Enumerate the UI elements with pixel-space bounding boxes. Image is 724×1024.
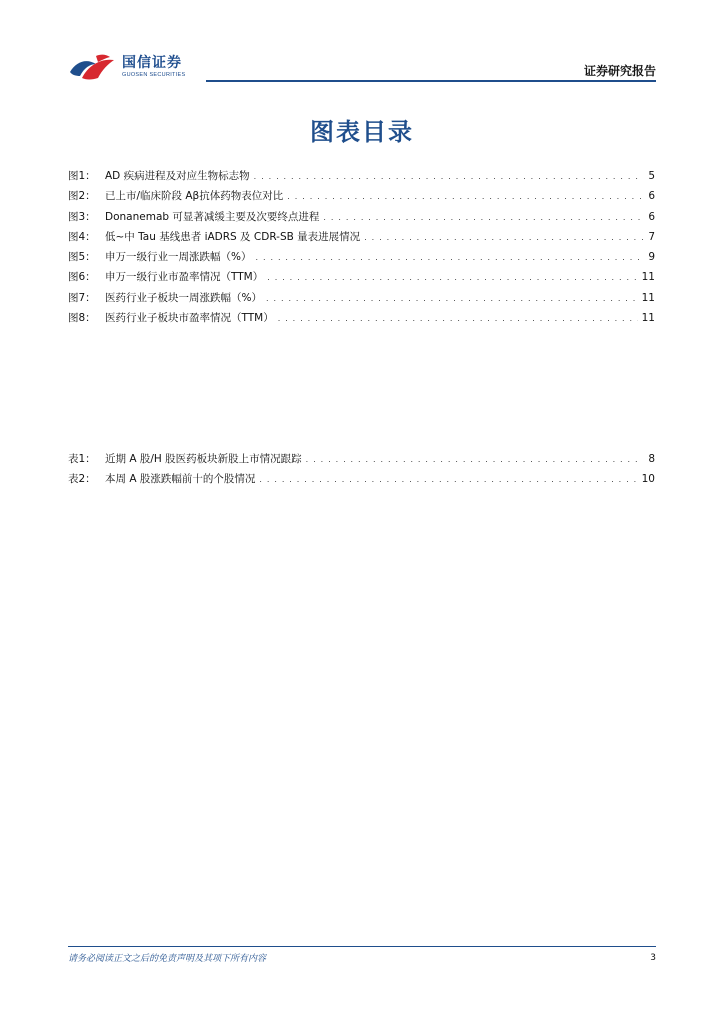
toc-entry-text: 低~中 Tau 基线患者 iADRS 及 CDR-SB 量表进展情况 xyxy=(105,230,361,243)
figure-list xyxy=(68,168,655,330)
toc-entry-text: 医药行业子板块市盈率情况（TTM） xyxy=(105,312,274,325)
toc-entry-page: 11 xyxy=(641,291,655,304)
toc-entry-table-2[interactable] xyxy=(68,471,655,491)
toc-title: 图表目录 xyxy=(310,118,414,146)
company-logo xyxy=(68,52,185,82)
toc-entry-text: 本周 A 股涨跌幅前十的个股情况 xyxy=(105,473,256,486)
toc-entry-page: 5 xyxy=(648,170,655,182)
toc-entry-page: 6 xyxy=(648,210,655,223)
toc-entry-label: 图4： xyxy=(68,230,96,243)
table-list xyxy=(68,451,655,492)
toc-entry-page: 7 xyxy=(648,230,655,243)
toc-entry-figure-2[interactable] xyxy=(68,188,655,208)
dot-leader xyxy=(254,172,643,181)
dot-leader xyxy=(266,294,638,303)
toc-entry-figure-5[interactable] xyxy=(68,249,655,269)
dot-leader xyxy=(267,273,637,282)
toc-entry-label: 表2： xyxy=(68,473,96,486)
logo-cn-text: 国信证券 xyxy=(122,55,182,71)
toc-entry-figure-6[interactable] xyxy=(68,269,655,289)
logo-en-text: GUOSEN SECURITIES xyxy=(122,72,186,78)
toc-entry-page: 10 xyxy=(641,473,655,486)
toc-entry-label: 图3： xyxy=(68,210,96,223)
toc-entry-label: 图8： xyxy=(68,312,96,325)
toc-entry-text: 申万一级行业市盈率情况（TTM） xyxy=(105,271,264,284)
toc-entry-text: 已上市/临床阶段 Aβ抗体药物表位对比 xyxy=(105,190,284,203)
toc-entry-figure-3[interactable] xyxy=(68,209,655,229)
toc-entry-page: 6 xyxy=(648,190,655,203)
toc-entry-label: 图2： xyxy=(68,190,96,203)
dot-leader xyxy=(255,253,643,262)
toc-entry-table-1[interactable] xyxy=(68,451,655,471)
toc-entry-label: 图7： xyxy=(68,291,96,304)
dot-leader xyxy=(278,314,638,323)
dot-leader xyxy=(364,233,643,242)
toc-entry-page: 11 xyxy=(641,271,655,284)
toc-entry-page: 11 xyxy=(641,312,655,325)
toc-entry-page: 9 xyxy=(648,251,655,264)
header-divider xyxy=(206,80,656,82)
toc-entry-page: 8 xyxy=(648,453,655,465)
footer-disclaimer: 请务必阅读正文之后的免责声明及其项下所有内容 xyxy=(68,954,267,964)
page-header xyxy=(68,52,656,84)
footer-divider xyxy=(68,946,656,947)
dot-leader xyxy=(306,455,643,464)
toc-entry-text: AD 疾病进程及对应生物标志物 xyxy=(105,170,250,182)
toc-entry-figure-7[interactable] xyxy=(68,290,655,310)
report-type-label: 证券研究报告 xyxy=(583,64,656,78)
toc-entry-text: 近期 A 股/H 股医药板块新股上市情况跟踪 xyxy=(105,453,302,465)
dot-leader xyxy=(323,213,643,222)
page-number: 3 xyxy=(650,953,656,963)
toc-entry-figure-8[interactable] xyxy=(68,310,655,330)
toc-entry-figure-4[interactable] xyxy=(68,229,655,249)
toc-entry-label: 表1： xyxy=(68,453,96,465)
toc-entry-figure-1[interactable] xyxy=(68,168,655,188)
dot-leader xyxy=(259,475,637,484)
toc-entry-text: Donanemab 可显著减缓主要及次要终点进程 xyxy=(105,210,320,223)
toc-entry-text: 申万一级行业一周涨跌幅（%） xyxy=(105,251,252,264)
toc-entry-label: 图1： xyxy=(68,170,96,182)
toc-entry-label: 图6： xyxy=(68,271,96,284)
dot-leader xyxy=(287,192,643,201)
toc-entry-label: 图5： xyxy=(68,251,96,264)
guosen-logo-icon xyxy=(68,52,118,82)
toc-entry-text: 医药行业子板块一周涨跌幅（%） xyxy=(105,291,262,304)
